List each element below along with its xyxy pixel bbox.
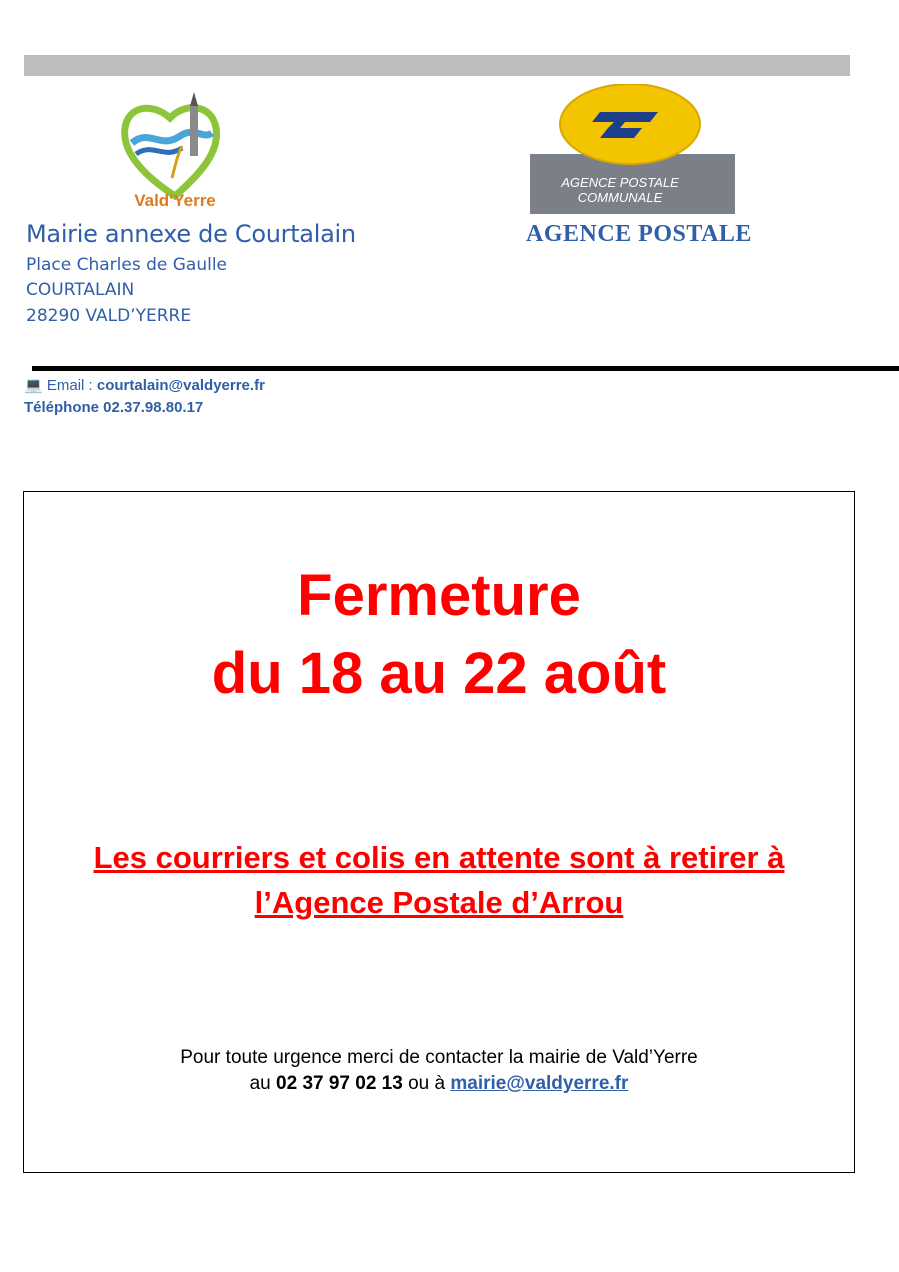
agence-postale-logo <box>530 84 735 214</box>
closure-notice <box>23 491 855 1173</box>
address-line-2: COURTALAIN <box>26 280 135 300</box>
subline-1: Les courriers et colis en attente sont à retirer à <box>93 840 785 875</box>
headline-line-1: Fermeture <box>297 563 581 628</box>
email-link[interactable]: courtalain@valdyerre.fr <box>96 377 265 394</box>
urgent-line-1: Pour toute urgence merci de contacter la mairie de Vald’Yerre <box>180 1047 698 1068</box>
urgent-line-2 <box>24 1071 854 1097</box>
contact-phone: Téléphone 02.37.98.80.17 <box>24 399 204 416</box>
laptop-icon: 💻 <box>24 377 43 394</box>
email-label: Email : <box>42 377 97 394</box>
urgent-mid: ou à <box>402 1073 451 1094</box>
agence-logo-line2: COMMUNALE <box>577 190 663 205</box>
agence-logo-line1: AGENCE POSTALE <box>561 175 679 190</box>
contact-email-line <box>24 376 265 394</box>
top-gray-bar <box>24 55 850 76</box>
address-line-3: 28290 VALD’YERRE <box>26 306 192 326</box>
urgent-email-link[interactable]: mairie@valdyerre.fr <box>450 1073 629 1094</box>
separator-line <box>32 366 899 371</box>
subline-2: l’Agence Postale d’Arrou <box>254 885 624 920</box>
agence-title: AGENCE POSTALE <box>526 221 752 247</box>
valdyerre-logo-text: Vald'Yerre <box>134 191 216 210</box>
headline-line-2: du 18 au 22 août <box>211 641 667 706</box>
urgent-prefix: au <box>249 1073 277 1094</box>
valdyerre-logo <box>100 88 250 210</box>
urgent-phone: 02 37 97 02 13 <box>276 1073 403 1094</box>
address-line-1: Place Charles de Gaulle <box>26 255 228 275</box>
mairie-title: Mairie annexe de Courtalain <box>26 220 356 248</box>
